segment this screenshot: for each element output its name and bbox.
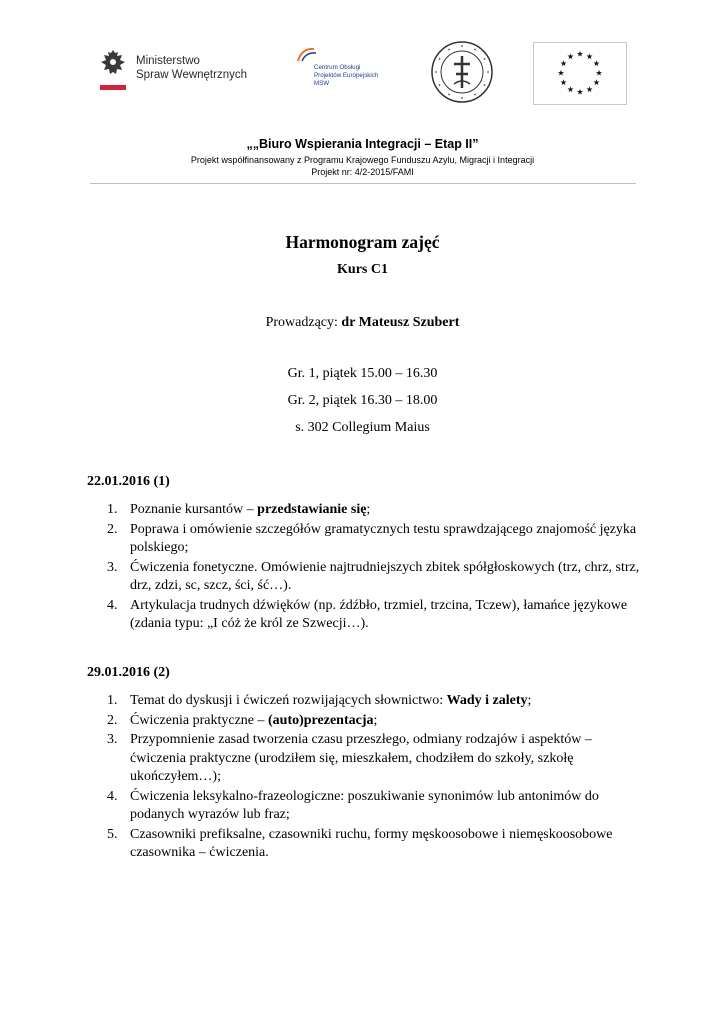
- header-subtitle: Projekt współfinansowany z Programu Krajowego Funduszu Azylu, Migracji i Integracji: [190, 155, 535, 165]
- list-item-text: Ćwiczenia fonetyczne. Omówienie najtrudniejszych zbitek spółgłoskowych (trz, chrz, strz, drz, zdzi, sc, szcz, ści, ść…).: [130, 559, 640, 593]
- eu-star-icon: [561, 60, 567, 66]
- eu-star-icon: [561, 79, 567, 85]
- session-1: [87, 474, 647, 635]
- list-item-number: 3.: [107, 732, 118, 747]
- list-item: [87, 559, 647, 596]
- header-project-number: Projekt nr: 4/2-2015/FAMI: [311, 167, 414, 177]
- list-item-number: 4.: [107, 788, 118, 804]
- list-item: [87, 731, 647, 787]
- list-item-number: 3.: [107, 559, 118, 575]
- eu-star-icon: [593, 79, 599, 85]
- ministry-logo-line1: Ministerstwo: [136, 55, 200, 67]
- ministry-logo: [100, 48, 260, 94]
- session-date: 22.01.2016 (1): [87, 474, 170, 489]
- list-item-emphasis: przedstawianie się: [257, 502, 367, 517]
- list-item: [87, 826, 647, 863]
- cope-logo-line3: MSW: [314, 80, 330, 87]
- instructor-name: dr Mateusz Szubert: [341, 315, 460, 330]
- list-item-text: Artykulacja trudnych dźwięków (np. źdźbło, trzmiel, trzcina, Tczew), łamańce językowe (zdania typu: „I cóż że król ze Szwecji…).: [130, 597, 628, 631]
- session-topic-list: [87, 501, 647, 634]
- list-item: [87, 521, 647, 558]
- list-item-emphasis: Wady i zalety: [446, 693, 528, 708]
- list-item: [87, 692, 647, 711]
- room-location: s. 302 Collegium Maius: [295, 420, 430, 435]
- list-item-number: 4.: [107, 597, 118, 613]
- list-item-emphasis: (auto)prezentacja: [268, 712, 374, 728]
- list-item-text: Czasowniki prefiksalne, czasowniki ruchu, formy męskoosobowe i niemęskoosobowe czasownika – ćwiczenia.: [130, 826, 613, 860]
- eu-star-icon: [596, 70, 602, 76]
- list-item-number: 1.: [107, 693, 118, 708]
- list-item-number: 1.: [107, 502, 118, 517]
- list-item: [87, 501, 647, 520]
- list-item-text: Ćwiczenia praktyczne –: [130, 712, 268, 728]
- eu-star-icon: [567, 86, 573, 92]
- list-item: [87, 597, 647, 634]
- list-item-text: Poznanie kursantów –: [130, 502, 258, 517]
- instructor-label: Prowadzący:: [265, 315, 342, 330]
- eu-star-icon: [586, 53, 592, 59]
- eu-star-icon: [577, 51, 583, 57]
- list-item: [87, 712, 647, 731]
- eu-star-icon: [593, 60, 599, 66]
- eu-star-icon: [577, 89, 583, 95]
- list-item-text: ;: [527, 693, 532, 708]
- session-date: 29.01.2016 (2): [87, 665, 170, 680]
- list-item-text: Poprawa i omówienie szczegółów gramatycznych testu sprawdzającego znajomość języka polskiego;: [130, 521, 637, 555]
- cope-logo-line2: Projektów Europejskich: [314, 72, 379, 79]
- list-item-text: ;: [373, 712, 378, 728]
- list-item-text: Temat do dyskusji i ćwiczeń rozwijających słownictwo:: [130, 693, 447, 708]
- list-item-text: Ćwiczenia leksykalno-frazeologiczne: poszukiwanie synonimów lub antonimów do podanych wyrazów lub fraz;: [130, 788, 599, 822]
- eu-stars-icon: [534, 43, 626, 104]
- cope-logo: [296, 46, 396, 94]
- list-item-number: 5.: [107, 826, 118, 842]
- group-2-schedule: Gr. 2, piątek 16.30 – 18.00: [287, 393, 438, 408]
- header-divider: [90, 183, 636, 184]
- university-seal-icon: [430, 40, 494, 104]
- eu-flag: [533, 42, 627, 105]
- list-item-number: 2.: [107, 712, 118, 728]
- eu-star-icon: [558, 70, 564, 76]
- ministry-logo-line2: Spraw Wewnętrznych: [136, 69, 247, 81]
- group-1-schedule: Gr. 1, piątek 15.00 – 16.30: [287, 366, 438, 381]
- cope-arc-icon: [296, 46, 320, 62]
- list-item: [87, 788, 647, 825]
- course-name: Kurs C1: [337, 262, 388, 277]
- eu-star-icon: [586, 86, 592, 92]
- document-title: Harmonogram zajęć: [285, 232, 440, 252]
- list-item-text: Przypomnienie zasad tworzenia czasu przeszłego, odmiany rodzajów i aspektów – ćwiczenia praktyczne (urodziłem się, mieszkałem, chodziłem do szkoły, szkołę ukończyłem…);: [130, 732, 592, 784]
- header-title: „„Biuro Wspierania Integracji – Etap II”: [246, 137, 479, 151]
- session-2: [87, 665, 647, 864]
- list-item-text: ;: [366, 502, 371, 517]
- eu-star-icon: [567, 53, 573, 59]
- polish-eagle-icon: [100, 48, 126, 92]
- list-item-number: 2.: [107, 521, 118, 537]
- session-topic-list: [87, 692, 647, 863]
- instructor-line: [0, 315, 725, 331]
- cope-logo-line1: Centrum Obsługi: [314, 64, 361, 71]
